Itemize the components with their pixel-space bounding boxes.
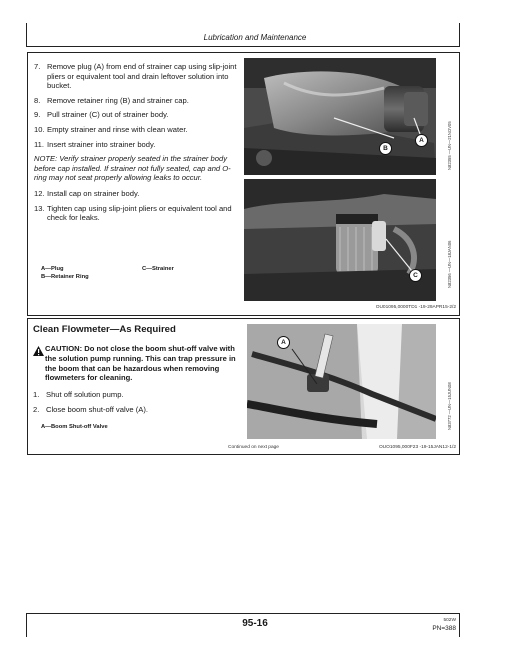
strainer-cap-illustration — [244, 58, 436, 175]
flowmeter-step-2: 2. Close boom shut-off valve (A). — [33, 405, 148, 414]
header-rule — [26, 46, 460, 47]
step-10: 10. Empty strainer and rinse with clean water. — [34, 124, 188, 134]
image-id-3: N83772 —UN—15JUN08 — [447, 382, 452, 430]
caution-text: CAUTION: Do not close the boom shut-off valve with the solution pump running. This can trap pressure in the boom that can be hazardous when removing flowmeters for cleaning. — [45, 344, 236, 383]
image-id-1: N82355 —UN—21NOV05 — [447, 121, 452, 170]
step-11: 11. Insert strainer into strainer body. — [34, 139, 156, 149]
callout-c: C — [409, 269, 422, 282]
strainer-removed-photo — [244, 179, 436, 301]
legend-boom-shutoff-valve: A—Boom Shut-off Valve — [41, 424, 108, 430]
step-9: 9. Pull strainer (C) out of strainer body. — [34, 110, 169, 120]
step-13: 13. Tighten cap using slip-joint pliers or equivalent tool and check for leaks. — [34, 203, 232, 223]
image-id-2: N82356 —UN—18JAN06 — [447, 240, 452, 288]
page-number: 95-16 — [242, 618, 268, 629]
footer-pn: PN=388 — [432, 625, 456, 632]
legend-strainer: C—Strainer — [142, 266, 174, 272]
boom-valve-illustration — [247, 324, 436, 439]
strainer-note: NOTE: Verify strainer properly seated in the strainer body before cap installed. If strainer not fully seated, cap and O-ring may not seat properly allowing leaks to occur. — [34, 154, 231, 183]
step-8: 8. Remove retainer ring (B) and strainer cap. — [34, 95, 189, 105]
step-7: 7. Remove plug (A) from end of strainer cap using slip-joint pliers or equivalent tool and drain leftover solution into bucket. — [34, 62, 237, 91]
section-header-title: Lubrication and Maintenance — [203, 33, 307, 42]
continued-note: Continued on next page — [228, 445, 279, 450]
callout-b: B — [379, 142, 392, 155]
callout-a-valve: A — [277, 336, 290, 349]
legend-retainer-ring: B—Retainer Ring — [41, 274, 89, 280]
boom-valve-photo — [247, 324, 436, 439]
header-left-tick — [26, 23, 27, 47]
footer-rule — [26, 613, 460, 614]
warning-triangle-icon — [33, 346, 44, 356]
flowmeter-step-1: 1. Shut off solution pump. — [33, 390, 124, 399]
footer-small-code: 502W — [443, 618, 456, 623]
step-12: 12. Install cap on strainer body. — [34, 188, 140, 198]
strainer-steps — [34, 62, 244, 223]
legend-plug: A—Plug — [41, 266, 64, 272]
strainer-cap-photo — [244, 58, 436, 175]
strainer-doc-ref: OU01095,0000TD1 -19-29APR15-2/2 — [375, 305, 456, 310]
strainer-illustration — [244, 179, 436, 301]
flowmeter-doc-ref: OUO1095,000F23 -19-15JAN12-1/2 — [378, 445, 456, 450]
caution-block — [33, 344, 245, 383]
header-right-tick — [459, 23, 460, 47]
flowmeter-section-title: Clean Flowmeter—As Required — [33, 324, 176, 335]
callout-a: A — [415, 134, 428, 147]
